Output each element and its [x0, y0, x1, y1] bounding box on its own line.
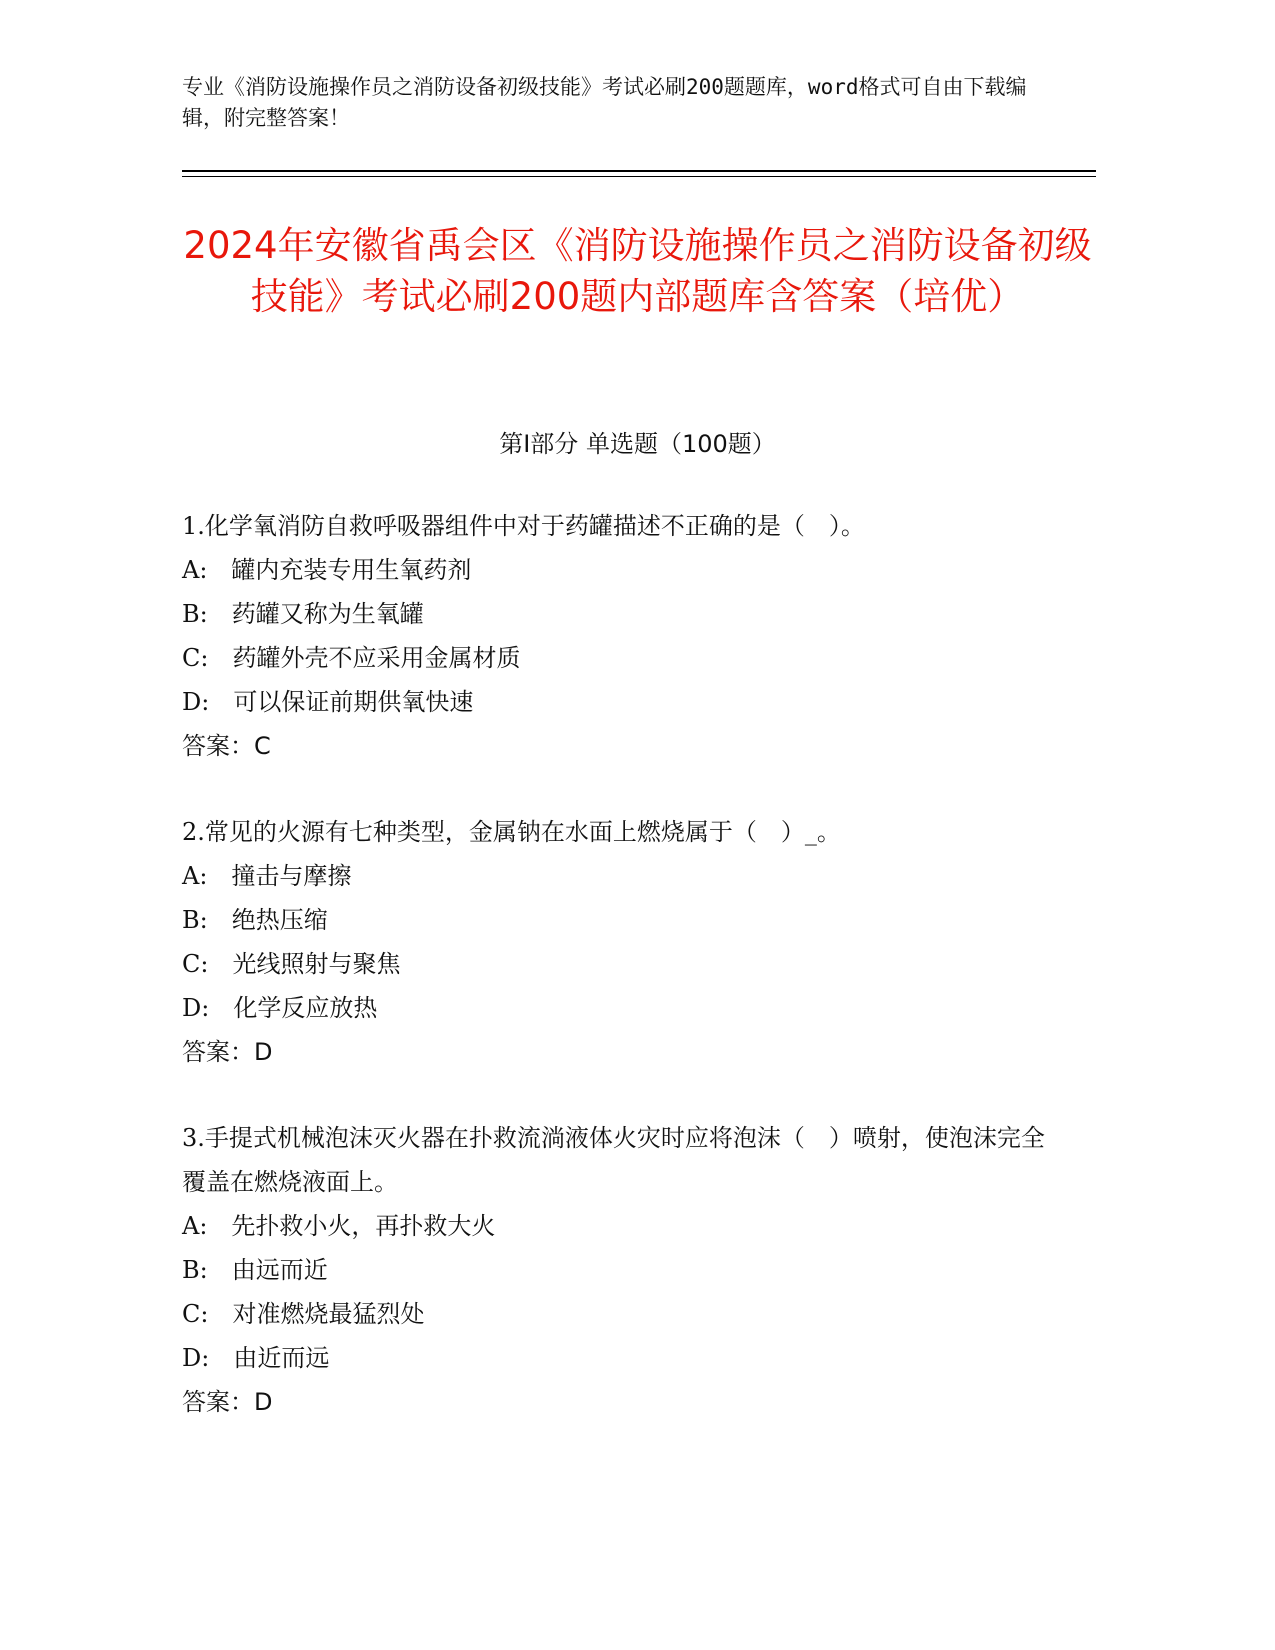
document-title: 2024年安徽省禹会区《消防设施操作员之消防设备初级技能》考试必刷200题内部题库含答案（培优） [183, 224, 1092, 318]
header-note: 专业《消防设施操作员之消防设备初级技能》考试必刷200题题库，word格式可自由下载编辑，附完整答案！ [182, 75, 1027, 130]
question-1 [182, 504, 1062, 768]
question-stem: 1.化学氧消防自救呼吸器组件中对于药罐描述不正确的是（ ）。 [182, 512, 865, 540]
option-a: A: 罐内充装专用生氧药剂 [182, 556, 472, 584]
answer: 答案：D [182, 1038, 273, 1066]
option-a: A: 撞击与摩擦 [182, 862, 352, 890]
option-c: C: 药罐外壳不应采用金属材质 [182, 644, 521, 672]
option-a: A: 先扑救小火，再扑救大火 [182, 1212, 496, 1240]
section-title: 第I部分 单选题（100题） [499, 430, 776, 458]
question-3 [182, 1116, 1062, 1424]
answer: 答案：C [182, 732, 271, 760]
option-b: B: 由远而近 [182, 1256, 328, 1284]
question-stem: 3.手提式机械泡沫灭火器在扑救流淌液体火灾时应将泡沫（ ）喷射，使泡沫完全覆盖在燃烧液面上。 [182, 1124, 1045, 1196]
option-d: D: 可以保证前期供氧快速 [182, 688, 474, 716]
option-b: B: 绝热压缩 [182, 906, 328, 934]
question-stem: 2.常见的火源有七种类型，金属钠在水面上燃烧属于（ ）_。 [182, 818, 841, 846]
option-d: D: 化学反应放热 [182, 994, 378, 1022]
header-divider-thin [182, 176, 1096, 177]
answer: 答案：D [182, 1388, 273, 1416]
option-b: B: 药罐又称为生氧罐 [182, 600, 424, 628]
option-d: D: 由近而远 [182, 1344, 330, 1372]
question-2 [182, 810, 1062, 1074]
header-divider-thick [182, 170, 1096, 172]
option-c: C: 光线照射与聚焦 [182, 950, 401, 978]
option-c: C: 对准燃烧最猛烈处 [182, 1300, 425, 1328]
